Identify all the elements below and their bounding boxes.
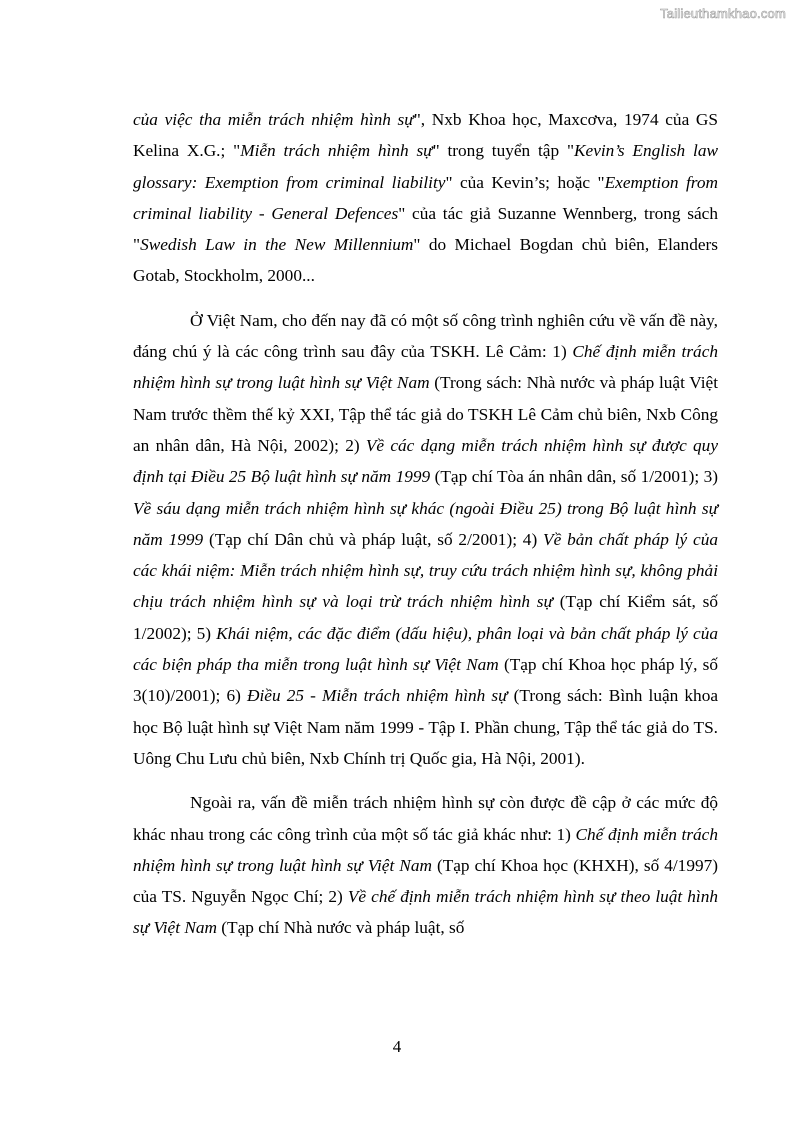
text-run: (Tạp chí Dân chủ và pháp luật, số 2/2001); 4) [203,529,544,549]
text-run: Về sáu dạng miễn trách nhiệm hình sự khác (ngoài Điều 25) trong Bộ luật hình sự năm 1999 [133,498,718,549]
text-run: Swedish Law in the New Millennium [140,235,414,255]
text-run: Khái niệm, các đặc điểm (dấu hiệu), phân loại và bản chất pháp lý của các biện pháp tha miễn trong luật hình sự Việt Nam [133,623,718,675]
text-run: (Tạp chí Khoa học pháp lý, số 3(10)/2001); 6) [133,655,718,706]
text-run: (Trong sách: Nhà nước và pháp luật Việt Nam trước thềm thế kỷ XXI, Tập thể tác giả do TSKH Lê Cảm chủ biên, Nxb Công an nhân dân, Hà Nội, 2002); 2) [133,373,718,455]
document-body [133,104,718,957]
text-run: ", Nxb Khoa học, Maxcơva, 1974 của GS Kelina X.G.; " [133,110,718,161]
text-run: (Tạp chí Kiểm sát, số 1/2002); 5) [133,592,718,643]
text-run: " do Michael Bogdan chủ biên, Elanders Gotab, Stockholm, 2000... [133,235,718,286]
text-run: (Tạp chí Nhà nước và pháp luật, số [216,918,465,938]
text-run: Chế định miễn trách nhiệm hình sự trong luật hình sự Việt Nam [133,824,718,875]
text-run: " trong tuyển tập " [432,141,574,161]
text-run: (Tạp chí Tòa án nhân dân, số 1/2001); 3) [430,467,718,487]
text-run: (Trong sách: Bình luận khoa học Bộ luật hình sự Việt Nam năm 1999 - Tập I. Phần chung, Tập thể tác giả do TS. Uông Chu Lưu chủ biên, Nxb Chính trị Quốc gia, Hà Nội, 2001). [133,686,719,768]
paragraph-2 [133,305,718,774]
text-run: Kevin’s English law glossary: Exemption from criminal liability [133,141,718,192]
text-run: Về các dạng miễn trách nhiệm hình sự được quy định tại Điều 25 Bộ luật hình sự năm 1999 [133,435,718,487]
text-run: Exemption from criminal liability - General Defences [133,172,718,223]
text-run: Về bản chất pháp lý của các khái niệm: Miễn trách nhiệm hình sự, truy cứu trách nhiệm hình sự, không phải chịu trách nhiệm hình sự và loại trừ trách nhiệm hình sự [133,529,718,612]
paragraph-3 [133,787,718,943]
watermark-text: Tailieuthamkhao.com [660,6,786,21]
page-number: 4 [392,1037,402,1056]
text-run: Về chế định miễn trách nhiệm hình sự theo luật hình sự Việt Nam [133,887,719,938]
text-run: " của Kevin’s; hoặc " [445,172,605,192]
text-run: Chế định miễn trách nhiệm hình sự trong luật hình sự Việt Nam [133,342,719,393]
text-run: (Tạp chí Khoa học (KHXH), số 4/1997) của TS. Nguyễn Ngọc Chí; 2) [133,855,718,907]
text-run: Ở Việt Nam, cho đến nay đã có một số công trình nghiên cứu về vấn đề này, đáng chú ý là các công trình sau đây của TSKH. Lê Cảm: 1) [133,310,718,362]
text-run: Ngoài ra, vấn đề miễn trách nhiệm hình sự còn được đề cập ở các mức độ khác nhau trong các công trình của một số tác giả khác như: 1) [133,793,718,844]
text-run: " của tác giả Suzanne Wennberg, trong sách " [133,203,718,255]
text-run: Miễn trách nhiệm hình sự [240,141,433,161]
text-run: Điều 25 - Miễn trách nhiệm hình sự [247,686,508,706]
text-run: của việc tha miễn trách nhiệm hình sự [133,110,414,129]
paragraph-1 [133,104,718,292]
